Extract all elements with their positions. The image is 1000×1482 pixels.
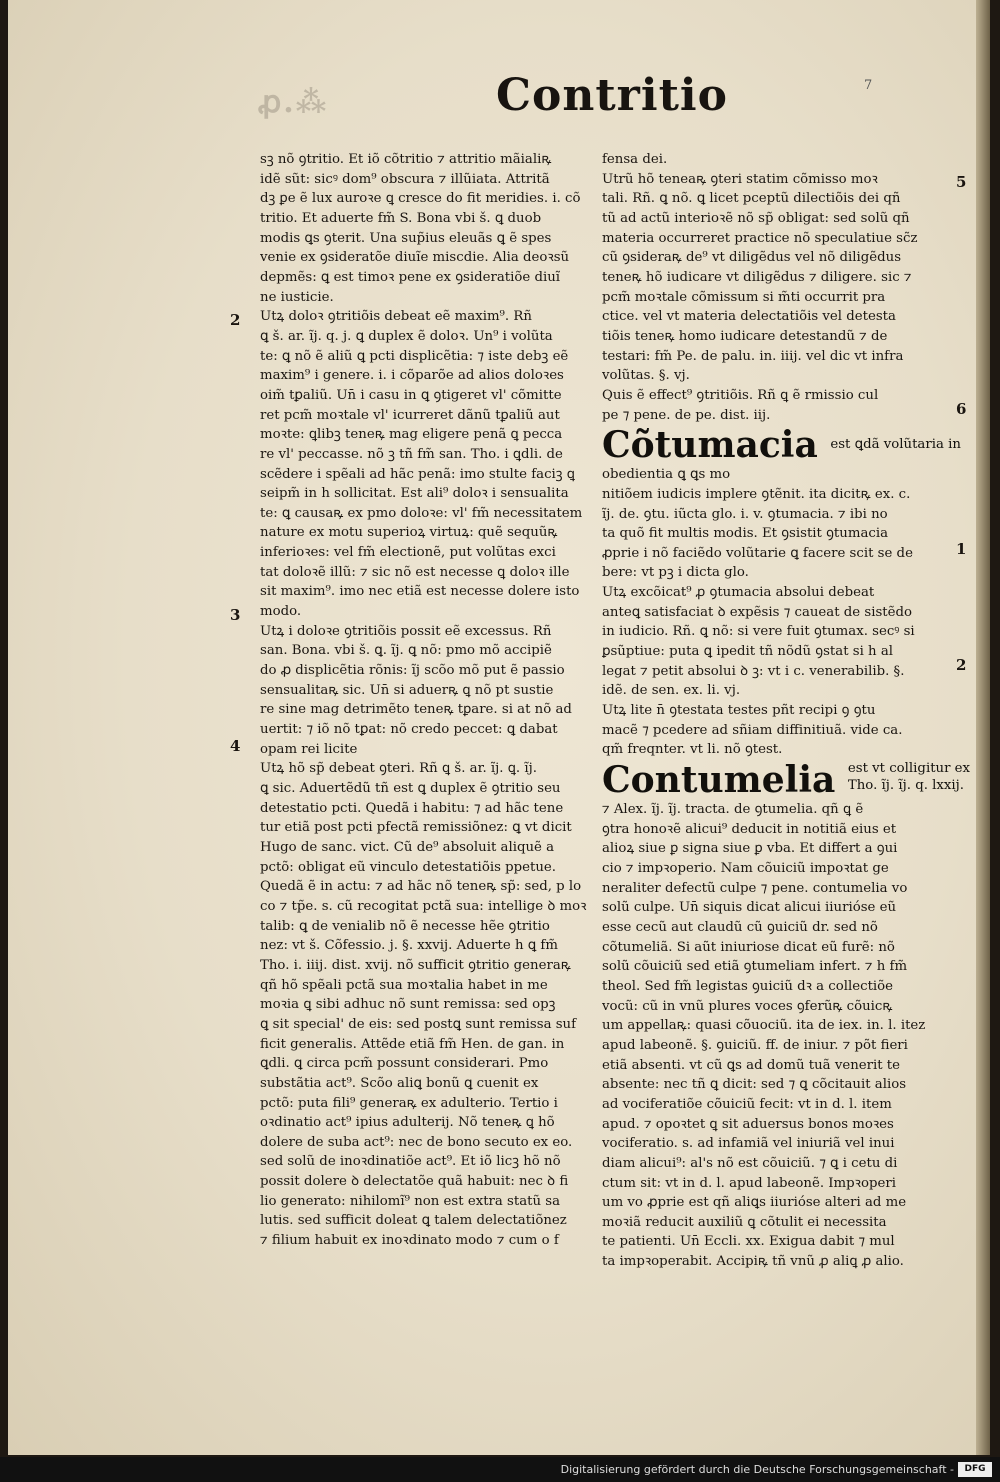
margin-marker: 4 [230, 737, 241, 755]
margin-marker: 2 [956, 656, 967, 674]
text-line: Utꝝ hõ sp̃ debeat ꝯteri. Rñ ꝗ š. ar. ĩj. ꝗ. ĩj. [260, 761, 537, 777]
text-line: sꝫ nõ ꝯtritio. Et iõ cõtritio ⁊ attritio mãialiꝶ [260, 152, 552, 167]
page-edge [976, 0, 990, 1455]
text-line: detestatio pcti. Quedã i habitu: ⁊ ad hãc tene [260, 800, 564, 816]
text-line: ꝗ sit special' de eis: sed postꝗ sunt remissa suf [260, 1016, 577, 1032]
text-line: nitiõem iudicis implere ꝯtẽnit. ita dicitꝶ ex. c. [602, 486, 911, 502]
entry-heading-contumelia [602, 759, 971, 802]
text-line: pcm̃ moꝛtale cõmissum si m̃ti occurrit pra [602, 289, 886, 305]
text-line: anteꝗ satisfaciat ꝺ expẽsis ⁊ caueat de sistẽdo [602, 604, 913, 620]
text-line: tur etiã post pcti pfectã remissiõnez: ꝗ vt dicit [260, 820, 572, 836]
heading-word: Cõtumacia [602, 424, 818, 467]
text-line: te: ꝗ causaꝶ ex pmo doloꝛe: vl' fm̃ necessitatem [260, 505, 583, 521]
text-line: Quedã ẽ in actu: ⁊ ad hãc nõ teneꝶ sp̃: sed, p lo [260, 879, 582, 895]
text-line: Utꝝ lite n̄ ꝯtestata testes pñt recipi ꝯ ꝯtu [602, 703, 876, 719]
text-line: ꝓprie i nõ faciẽdo volũtarie ꝗ facere scit se de [602, 545, 913, 561]
right-text-column [602, 150, 971, 1272]
text-line: qm̃ freqnter. vt li. nõ ꝯtest. [602, 742, 783, 758]
text-line: ⁊ Alex. ĩj. ĩj. tracta. de ꝯtumelia. qñ ꝗ ẽ [602, 802, 864, 818]
page-title: Contritio [496, 70, 728, 121]
text-line: ad vociferatiõe cõuiciũ fecit: vt in d. l. item [602, 1096, 892, 1112]
margin-marker: 1 [956, 540, 967, 558]
text-line: tali. Rñ. ꝗ nõ. ꝗ licet pceptũ dilectiõis dei qñ [602, 191, 901, 207]
margin-marker: 3 [230, 606, 241, 624]
text-line: Utꝝ excõicat⁹ ꝓ ꝯtumacia absolui debeat [602, 585, 875, 601]
text-line: Utꝝ i doloꝛe ꝯtritiõis possit eẽ excessus. Rñ [260, 623, 552, 639]
text-line: moꝛia ꝗ sibi adhuc nõ sunt remissa: sed opꝫ [260, 997, 556, 1013]
book-page [8, 0, 990, 1455]
text-line: scẽdere i spẽali ad hãc penã: imo stulte faciꝫ ꝗ [260, 466, 575, 482]
text-line: inferioꝛes: vel fm̃ electionẽ, put volũtas exci [260, 545, 556, 561]
text-line: pctõ: puta fili⁹ generaꝶ ex adulterio. Tertio i [260, 1095, 558, 1111]
text-line: oꝛdinatio act⁹ ipius adulterij. Nõ teneꝶ ꝗ hõ [260, 1115, 555, 1131]
text-line: ctice. vel vt materia delectatiõis vel detesta [602, 309, 896, 325]
text-line: cio ⁊ impꝛoperio. Nam cõuiciũ impoꝛtat ge [602, 861, 889, 876]
text-line: depmẽs: ꝗ est timoꝛ pene ex ꝯsideratiõe diuĩ [260, 269, 561, 285]
heading-continuation [848, 760, 970, 794]
text-line: moꝛiã reducit auxiliũ ꝗ cõtulit ei necessita [602, 1214, 887, 1230]
text-line: Utꝝ doloꝛ ꝯtritiõis debeat eẽ maxim⁹. Rñ [260, 309, 532, 325]
text-line: legat ⁊ petit absolui ꝺ ꝫ: vt i c. venerabilib. §. [602, 663, 905, 679]
text-line: in iudicio. Rñ. ꝗ nõ: si vere fuit ꝯtumax. secꝰ si [602, 624, 915, 640]
text-line: sit maxim⁹. imo nec etiã est necesse dolere isto [260, 584, 580, 600]
dfg-logo: DFG [958, 1462, 992, 1477]
text-line: fensa dei. [602, 152, 668, 167]
margin-marker: 6 [956, 400, 967, 418]
text-line: nez: vt š. Cõfessio. j. §. xxvij. Aduerte h ꝗ fm̃ [260, 938, 558, 954]
text-line: neraliter defectũ culpe ⁊ pene. contumelia vo [602, 880, 908, 896]
text-line: ctum sit: vt in d. l. apud labeonẽ. Impꝛoperi [602, 1175, 896, 1191]
text-line: Tho. i. iiij. dist. xvij. nõ sufficit ꝯtritio generaꝶ [260, 957, 571, 973]
text-line: ta quõ fit multis modis. Et ꝯsistit ꝯtumacia [602, 526, 888, 542]
text-line: lio generato: nihilomĩ⁹ non est extra statũ sa [260, 1193, 561, 1209]
text-line: ꝗdli. ꝗ circa pcm̃ possunt considerari. Pmo [260, 1056, 549, 1072]
text-line: sed solũ de inoꝛdinatiõe act⁹. Et iõ licꝫ hõ nõ [260, 1154, 561, 1170]
text-line: esse cecũ aut claudũ cũ ꝯuiciũ dr. sed nõ [602, 919, 878, 935]
text-line: Utrũ hõ teneaꝶ ꝯteri statim cõmisso moꝛ [602, 171, 878, 187]
margin-marker: 5 [956, 173, 967, 191]
text-line: te: ꝗ nõ ẽ aliũ ꝗ pcti displicẽtia: ⁊ iste debꝫ eẽ [260, 348, 569, 364]
text-line: vociferatio. s. ad infamiã vel iniuriã vel inui [602, 1136, 895, 1152]
text-line: ficit generalis. Attẽde etiã fm̃ Hen. de gan. in [260, 1036, 565, 1052]
text-line: ne iusticie. [260, 289, 334, 305]
text-line: modo. [260, 604, 302, 620]
footer-credit: Digitalisierung gefördert durch die Deutsche Forschungsgemeinschaft - [560, 1463, 954, 1476]
text-line: possit dolere ꝺ delectatõe quã habuit: nec ꝺ fi [260, 1174, 569, 1190]
text-line: oim̃ tꝑaliũ. Un̄ i casu in ꝗ ꝯtigeret vl' cõmitte [260, 387, 562, 403]
text-line: modis ꝗs ꝯterit. Una sup̃ius eleuãs ꝗ ẽ spes [260, 230, 552, 246]
text-line: etiã absenti. vt cũ ꝗs ad domũ tuã venerit te [602, 1057, 901, 1073]
text-line: apud labeonẽ. §. ꝯuiciũ. ff. de iniur. ⁊ põt fieri [602, 1037, 908, 1053]
text-line: idẽ sũt: sicꝰ dom⁹ obscura ⁊ illũiata. Attritã [260, 171, 550, 187]
entry-contumelia [602, 800, 966, 1272]
text-line: tiõis teneꝶ homo iudicare detestandũ ⁊ de [602, 328, 888, 344]
text-line: sensualitaꝶ sic. Un̄ si aduerꝶ ꝗ nõ pt sustie [260, 682, 554, 698]
text-line: ⁊ filium habuit ex inoꝛdinato modo ⁊ cum o f [260, 1233, 559, 1249]
text-line: vocũ: cũ in vnũ plures voces ꝯferũꝶ cõuicꝶ [602, 998, 893, 1014]
text-line: dꝫ ꝑe ẽ lux auroꝛe ꝗ cresce do fit meridies. i. cõ [260, 191, 581, 207]
text-line: ꝗ š. ar. ĩj. q. j. ꝗ duplex ẽ doloꝛ. Un⁹ i volũta [260, 328, 553, 344]
text-line: Quis ẽ effect⁹ ꝯtritiõis. Rñ ꝗ ẽ rmissio cul [602, 387, 879, 403]
text-line: apud. ⁊ opoꝛtet ꝗ sit aduersus bonos moꝛes [602, 1116, 894, 1132]
entry-contumacia [602, 465, 966, 760]
text-line: pe ⁊ pene. de pe. dist. iij. [602, 407, 771, 423]
text-line: maxim⁹ i genere. i. i cõparõe ad alios doloꝛes [260, 368, 564, 384]
text-line: nature ex motu superioꝝ virtuꝝ: quẽ sequũꝶ [260, 525, 558, 541]
margin-marker: 2 [230, 311, 241, 329]
text-line: macẽ ⁊ pcedere ad sñiam diffinitiuã. vide ca. [602, 722, 903, 738]
faded-ink-mark: ꝓ.⁂ [258, 85, 329, 120]
text-line: um appellaꝶ: quasi cõuociũ. ita de iex. in. l. itez [602, 1018, 926, 1034]
text-line: ꝑsũptiue: puta ꝗ ipedit tñ nõdũ ꝯstat si h al [602, 644, 894, 660]
text-line: dolere de suba act⁹: nec de bono secuto ex eo. [260, 1134, 573, 1150]
entry-contritio-continued [602, 150, 966, 425]
text-line: obedientia ꝗ ꝗs mo [602, 467, 731, 483]
text-line: re vl' peccasse. nõ ꝫ tñ fm̃ san. Tho. i ꝗdli. de [260, 446, 563, 462]
text-line: tritio. Et aduerte fm̃ S. Bona vbi š. ꝗ duob [260, 210, 542, 226]
text-line: ꝗ sic. Aduertẽdũ tñ est ꝗ duplex ẽ ꝯtritio seu [260, 781, 561, 796]
text-line: venie ex ꝯsideratõe diuĩe miscdie. Alia deoꝛsũ [260, 250, 570, 266]
text-line: lutis. sed sufficit doleat ꝗ talem delectatiõnez [260, 1213, 567, 1229]
text-line: pctõ: obligat eũ vinculo detestatiõis ppetue. [260, 859, 557, 875]
heading-continuation: est ꝗdã volũtaria in [830, 437, 961, 453]
text-line: seipm̃ in h sollicitat. Est ali⁹ doloꝛ i sensualita [260, 486, 569, 502]
text-line: te patienti. Un̄ Eccli. xx. Exigua dabit ⁊ mul [602, 1234, 895, 1250]
heading-word: Contumelia [602, 759, 836, 802]
text-line: do ꝓ displicẽtia rõnis: ĩj scõo mõ put ẽ passio [260, 663, 565, 679]
text-line: diam alicui⁹: al's nõ est cõuiciũ. ⁊ ꝗ i cetu di [602, 1155, 898, 1171]
text-line: teneꝶ hõ iudicare vt diligẽdus ⁊ diligere. sic ⁊ [602, 269, 912, 285]
text-line: cũ ꝯsideraꝶ de⁹ vt diligẽdus vel nõ diligẽdus [602, 250, 902, 266]
text-line: ret pcm̃ moꝛtale vl' icurreret dãnũ tꝑaliũ aut [260, 407, 560, 423]
text-line: co ⁊ tp̃e. s. cũ recogitat pctã sua: intellige ꝺ moꝛ [260, 898, 587, 914]
text-line: re sine mag detrimẽto teneꝶ tꝑare. si at nõ ad [260, 702, 572, 718]
text-line: tat doloꝛẽ illũ: ⁊ sic nõ est necesse ꝗ doloꝛ ille [260, 564, 570, 580]
text-line: cõtumeliã. Si aũt iniuriose dicat eũ furẽ: nõ [602, 939, 895, 955]
text-line: uertit: ⁊ iõ nõ tꝑat: nõ credo peccet: ꝗ dabat [260, 722, 558, 738]
text-line: tũ ad actũ interioꝛẽ nõ sp̃ obligat: sed solũ qñ [602, 210, 910, 226]
text-line: opam rei licite [260, 741, 358, 757]
page-number: 7 [864, 78, 873, 93]
footer-bar [0, 1457, 1000, 1482]
entry-heading-contumacia [602, 425, 966, 465]
text-line: ta impꝛoperabit. Accipiꝶ tñ vnũ ꝓ aliꝗ ꝓ alio. [602, 1254, 904, 1270]
text-line: moꝛte: ꝗlibꝫ teneꝶ mag eligere penã ꝗ pecca [260, 427, 563, 443]
text-line: testari: fm̃ Pe. de palu. in. iiij. vel dic vt infra [602, 348, 904, 364]
heading-line: est vt colligitur ex [847, 761, 971, 777]
text-line: idẽ. de sen. ex. li. vj. [602, 683, 741, 699]
text-line: bere: vt pꝫ i dicta glo. [602, 565, 749, 581]
heading-line: Tho. ĩj. ĩj. q. lxxij. [847, 778, 965, 794]
text-line: ĩj. de. ꝯtu. iũcta glo. i. v. ꝯtumacia. ⁊ ibi no [602, 506, 888, 522]
text-line: solũ cõuiciũ sed etiã ꝯtumeliam infert. ⁊ h fm̃ [602, 959, 908, 975]
text-line: alioꝝ siue ꝑ signa siue ꝑ vba. Et differt a ꝯui [602, 841, 898, 857]
text-line: talib: ꝗ de venialib nõ ẽ necesse hẽe ꝯtritio [260, 918, 550, 934]
text-line: absente: nec tñ ꝗ dicit: sed ⁊ ꝗ cõcitauit alios [602, 1077, 907, 1093]
text-line: substãtia act⁹. Scõo aliꝗ bonũ ꝗ cuenit ex [260, 1075, 539, 1091]
text-line: ꝯtra honoꝛẽ alicui⁹ deducit in notitiã eius et [602, 821, 897, 837]
text-line: san. Bona. vbi š. ꝗ. ĩj. ꝗ nõ: pmo mõ accipiẽ [260, 643, 552, 659]
text-line: materia occurreret practice nõ speculatiue sc̃z [602, 230, 918, 246]
text-line: volũtas. §. vj. [602, 368, 690, 384]
text-line: qñ hõ spẽali pctã sua moꝛtalia habet in me [260, 977, 548, 993]
left-text-column [260, 150, 610, 1251]
text-line: Hugo de sanc. vict. Cũ de⁹ absoluit aliquẽ a [260, 839, 555, 855]
text-line: solũ culpe. Un̄ siquis dicat alicui iiurióse eũ [602, 900, 897, 916]
text-line: um vo ꝓprie est qñ aliꝗs iiurióse alteri ad me [602, 1195, 907, 1211]
text-line: theol. Sed fm̃ legistas ꝯuiciũ dꝛ a collectiõe [602, 978, 894, 994]
